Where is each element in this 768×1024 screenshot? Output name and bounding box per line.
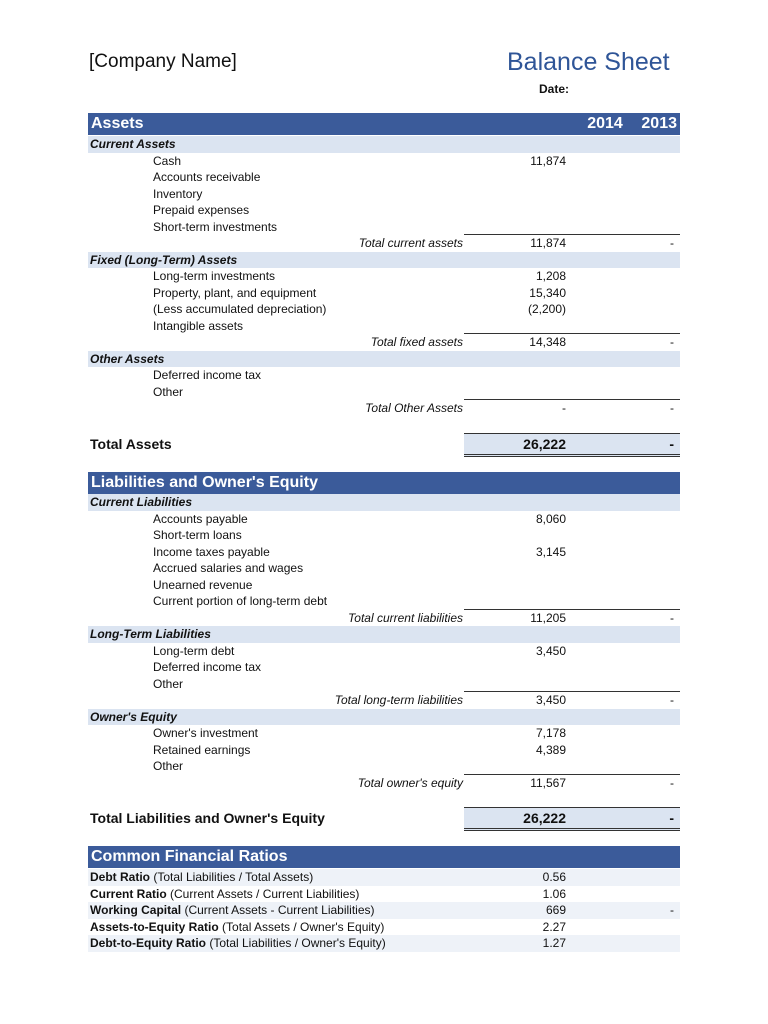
total-liabilities-equity-label: Total Liabilities and Owner's Equity (90, 810, 325, 826)
line-item (88, 169, 680, 186)
current-liabilities-total-label: Total current liabilities (348, 610, 463, 625)
line-item (88, 725, 680, 742)
value-2014: 11,874 (530, 153, 566, 168)
other-assets-subheader (88, 351, 680, 368)
line-item-label: Short-term investments (153, 219, 278, 234)
ratio-formula: (Total Assets / Owner's Equity) (218, 919, 385, 934)
ratio-label (90, 919, 384, 936)
total-value-2013: - (670, 610, 674, 625)
ratio-value-2013: - (670, 903, 674, 917)
line-item (88, 527, 680, 544)
line-item-label: Current portion of long-term debt (153, 594, 328, 608)
fixed-assets-total-row (88, 334, 680, 351)
line-item-label: Other (153, 676, 184, 691)
total-value-2013: - (670, 693, 674, 707)
ratio-row (88, 935, 680, 952)
line-item-label: Deferred income tax (153, 368, 262, 382)
line-item (88, 659, 680, 676)
ratio-row (88, 869, 680, 886)
total-value-2013: - (670, 236, 674, 250)
line-item-label: Other (153, 384, 184, 399)
line-item-label: Deferred income tax (153, 660, 262, 674)
fixed-assets-subheader (88, 252, 680, 269)
ratio-label (90, 869, 313, 886)
fixed-assets-total-label: Total fixed assets (370, 335, 463, 349)
ratio-name: Current Ratio (90, 886, 167, 901)
ratio-name: Assets-to-Equity Ratio (90, 919, 219, 934)
ratio-formula: (Total Liabilities / Owner's Equity) (206, 936, 386, 950)
total-assets-value-2013: - (669, 436, 674, 452)
total-value-2014: - (562, 401, 566, 415)
line-item-label: Long-term investments (153, 269, 276, 283)
total-value-2013: - (670, 335, 674, 349)
value-2014: (2,200) (527, 302, 566, 316)
line-item (88, 511, 680, 528)
line-item (88, 285, 680, 302)
line-item-label: Short-term loans (153, 528, 242, 542)
value-2014: 4,389 (535, 742, 566, 757)
line-item (88, 676, 680, 693)
total-liabilities-equity (88, 807, 680, 829)
page-title: Balance Sheet (507, 48, 670, 76)
current-assets-total-label: Total current assets (358, 236, 463, 250)
line-item-label: Accounts receivable (153, 170, 261, 184)
other-assets-subheader-label: Other Assets (90, 351, 165, 366)
line-item-label: Accrued salaries and wages (153, 561, 304, 575)
year-2014-header: 2014 (587, 115, 623, 132)
line-item-label: Retained earnings (153, 742, 251, 757)
total-value-2013: - (670, 401, 674, 415)
total-assets (88, 433, 680, 455)
current-liabilities-subheader (88, 494, 680, 511)
long-term-liabilities-total-label: Total long-term liabilities (334, 693, 463, 707)
owners-equity-subheader (88, 709, 680, 726)
current-assets-total-row (88, 235, 680, 252)
other-assets-total-label: Total Other Assets (365, 401, 463, 415)
total-assets-value-2014: 26,222 (523, 436, 566, 452)
total-value-2014: 11,205 (530, 610, 566, 625)
owners-equity-total-label: Total owner's equity (357, 775, 463, 790)
ratio-label (90, 886, 359, 903)
ratio-formula: (Current Assets - Current Liabilities) (181, 903, 375, 917)
line-item (88, 593, 680, 610)
line-item (88, 643, 680, 660)
value-2014: 8,060 (535, 511, 566, 526)
ratio-name: Debt Ratio (90, 870, 150, 884)
line-item-label: Other (153, 759, 184, 773)
ratio-row (88, 919, 680, 936)
line-item (88, 577, 680, 594)
line-item-label: Unearned revenue (153, 577, 253, 592)
ratio-row (88, 902, 680, 919)
ratio-value-2014: 1.06 (542, 886, 566, 901)
long-term-liabilities-subheader (88, 626, 680, 643)
line-item (88, 560, 680, 577)
line-item-label: Cash (153, 153, 182, 168)
long-term-liabilities-subheader-label: Long-Term Liabilities (90, 627, 211, 641)
fixed-assets-subheader-label: Fixed (Long-Term) Assets (90, 252, 238, 267)
line-item (88, 318, 680, 335)
ratio-name: Working Capital (90, 903, 182, 917)
line-item (88, 268, 680, 285)
total-value-2014: 11,567 (530, 775, 566, 790)
ratio-label (90, 935, 386, 952)
total-assets-label: Total Assets (90, 436, 172, 452)
total-liabilities-equity-value-2014: 26,222 (523, 810, 566, 826)
date-label: Date: (539, 82, 570, 96)
total-value-2014: 14,348 (529, 335, 566, 349)
line-item-label: Intangible assets (153, 318, 244, 333)
value-2014: 3,145 (535, 544, 566, 559)
line-item-label: Owner's investment (153, 726, 258, 740)
current-liabilities-total-row (88, 610, 680, 627)
ratio-value-2014: 0.56 (542, 870, 566, 884)
value-2014: 7,178 (535, 726, 566, 740)
other-assets-total-row (88, 400, 680, 417)
ratios-header (88, 846, 680, 868)
line-item (88, 219, 680, 236)
ratios-header-label: Common Financial Ratios (91, 848, 288, 865)
ratio-formula: (Total Liabilities / Total Assets) (150, 870, 314, 884)
liabilities-header-label: Liabilities and Owner's Equity (91, 474, 318, 491)
assets-header-label: Assets (91, 115, 144, 132)
line-item (88, 544, 680, 561)
current-assets-subheader (88, 136, 680, 153)
line-item-label: Property, plant, and equipment (153, 285, 317, 300)
owners-equity-subheader-label: Owner's Equity (90, 709, 177, 724)
line-item (88, 153, 680, 170)
line-item (88, 758, 680, 775)
company-name: [Company Name] (89, 51, 237, 72)
line-item-label: (Less accumulated depreciation) (153, 302, 327, 316)
current-liabilities-subheader-label: Current Liabilities (90, 495, 193, 509)
ratio-value-2014: 2.27 (542, 919, 566, 934)
liabilities-header (88, 472, 680, 494)
ratio-formula: (Current Assets / Current Liabilities) (166, 886, 360, 901)
line-item (88, 367, 680, 384)
long-term-liabilities-total-row (88, 692, 680, 709)
line-item (88, 186, 680, 203)
line-item (88, 742, 680, 759)
ratio-value-2014: 1.27 (542, 936, 566, 950)
ratio-row (88, 886, 680, 903)
line-item (88, 202, 680, 219)
current-assets-subheader-label: Current Assets (90, 137, 176, 151)
assets-header (88, 113, 680, 135)
ratio-label (90, 902, 375, 919)
value-2014: 15,340 (529, 285, 566, 300)
owners-equity-total-row (88, 775, 680, 792)
year-2013-header: 2013 (641, 115, 677, 132)
line-item-label: Inventory (153, 186, 203, 201)
line-item-label: Income taxes payable (153, 544, 270, 559)
line-item (88, 384, 680, 401)
total-value-2014: 11,874 (530, 236, 566, 250)
total-liabilities-equity-value-2013: - (669, 810, 674, 826)
line-item (88, 301, 680, 318)
ratio-name: Debt-to-Equity Ratio (90, 936, 206, 950)
line-item-label: Long-term debt (153, 643, 235, 658)
total-value-2013: - (670, 775, 674, 790)
line-item-label: Accounts payable (153, 511, 248, 526)
line-item-label: Prepaid expenses (153, 203, 250, 217)
total-value-2014: 3,450 (535, 693, 566, 707)
value-2014: 1,208 (535, 269, 566, 283)
ratio-value-2014: 669 (545, 903, 566, 917)
value-2014: 3,450 (535, 643, 566, 658)
